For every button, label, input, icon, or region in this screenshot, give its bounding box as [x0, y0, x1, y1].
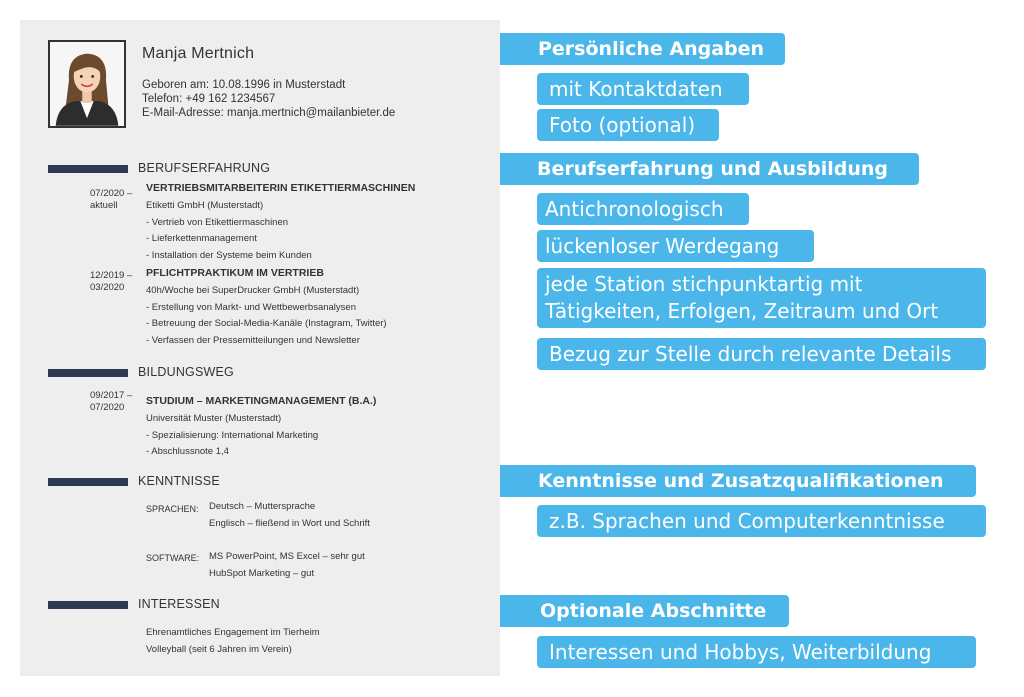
- label-bezug-stelle: Bezug zur Stelle durch relevante Details: [537, 338, 986, 370]
- label-stichpunktartig: [537, 268, 986, 328]
- label-berufserfahrung: Berufserfahrung und Ausbildung: [500, 153, 919, 185]
- label-interessen-hobbys: Interessen und Hobbys, Weiterbildung: [537, 636, 976, 668]
- date-end: 03/2020: [90, 282, 125, 293]
- interest-lines: [146, 625, 320, 658]
- entry-line: Universität Muster (Musterstadt): [146, 413, 282, 424]
- section-title-berufserfahrung: BERUFSERFAHRUNG: [138, 161, 271, 175]
- cv-name: Manja Mertnich: [142, 45, 255, 62]
- skill-lines-sprachen: [209, 499, 370, 532]
- date-start: 07/2020 –: [90, 188, 133, 199]
- section-bar-bildungsweg: [48, 369, 128, 377]
- section-bar-interessen: [48, 601, 128, 609]
- entry-line: - Installation der Systeme beim Kunden: [146, 250, 312, 262]
- interest-line: Volleyball (seit 6 Jahren im Verein): [146, 643, 292, 655]
- date-start: 12/2019 –: [90, 270, 133, 281]
- skill-label-software: SOFTWARE:: [146, 553, 200, 563]
- entry-date: [90, 188, 132, 212]
- skill-line: Englisch – fließend in Wort und Schrift: [209, 517, 370, 529]
- entry-line: - Abschlussnote 1,4: [146, 446, 229, 458]
- label-sprachen-computer: z.B. Sprachen und Computerkenntnisse: [537, 505, 986, 537]
- entry-line: - Verfassen der Pressemitteilungen und Newsletter: [146, 335, 360, 347]
- skill-label-sprachen: SPRACHEN:: [146, 504, 199, 514]
- label-foto: Foto (optional): [537, 109, 719, 141]
- skill-line: MS PowerPoint, MS Excel – sehr gut: [209, 551, 365, 562]
- label-kontaktdaten: mit Kontaktdaten: [537, 73, 749, 105]
- label-stichpunktartig-line2: Tätigkeiten, Erfolgen, Zeitraum und Ort: [545, 299, 939, 323]
- entry-lines: [146, 283, 387, 350]
- section-title-interessen: INTERESSEN: [138, 597, 220, 611]
- entry-lines: [146, 198, 312, 265]
- label-antichronologisch: Antichronologisch: [537, 193, 749, 225]
- entry-line: - Spezialisierung: International Marketing: [146, 429, 319, 441]
- date-start: 09/2017 –: [90, 390, 133, 401]
- label-werdegang: lückenloser Werdegang: [537, 230, 814, 262]
- entry-line: - Lieferkettenmanagement: [146, 233, 257, 245]
- skill-lines-software: [209, 549, 365, 582]
- portrait-photo: [48, 40, 126, 128]
- entry-line: 40h/Woche bei SuperDrucker GmbH (Musterstadt): [146, 285, 360, 296]
- entry-lines: [146, 411, 318, 461]
- entry-title: PFLICHTPRAKTIKUM IM VERTRIEB: [146, 267, 324, 279]
- cv-email: E-Mail-Adresse: manja.mertnich@mailanbieter.de: [142, 107, 396, 119]
- cv-birth: Geboren am: 10.08.1996 in Musterstadt: [142, 79, 346, 91]
- entry-line: - Erstellung von Markt- und Wettbewerbsanalysen: [146, 301, 356, 313]
- section-title-kenntnisse: KENNTNISSE: [138, 474, 220, 488]
- label-stichpunktartig-line1: jede Station stichpunktartig mit: [545, 272, 863, 296]
- label-optionale-abschnitte: Optionale Abschnitte: [500, 595, 789, 627]
- skill-line: HubSpot Marketing – gut: [209, 567, 315, 579]
- entry-title: VERTRIEBSMITARBEITERIN ETIKETTIERMASCHINEN: [146, 182, 416, 194]
- date-end: aktuell: [90, 200, 118, 211]
- entry-line: - Betreuung der Social-Media-Kanäle (Instagram, Twitter): [146, 318, 387, 330]
- cv-phone: Telefon: +49 162 1234567: [142, 93, 276, 105]
- cv-contact: [142, 78, 395, 120]
- label-persoenliche-angaben: Persönliche Angaben: [500, 33, 785, 65]
- portrait-icon: [50, 42, 124, 126]
- date-end: 07/2020: [90, 402, 125, 413]
- entry-date: [90, 390, 132, 414]
- entry-line: - Vertrieb von Etikettiermaschinen: [146, 216, 289, 228]
- entry-title: STUDIUM – MARKETINGMANAGEMENT (B.A.): [146, 395, 377, 407]
- interest-line: Ehrenamtliches Engagement im Tierheim: [146, 627, 320, 638]
- skill-line: Deutsch – Muttersprache: [209, 501, 316, 512]
- section-bar-kenntnisse: [48, 478, 128, 486]
- label-kenntnisse: Kenntnisse und Zusatzqualifikationen: [500, 465, 976, 497]
- section-title-bildungsweg: BILDUNGSWEG: [138, 365, 234, 379]
- section-bar-berufserfahrung: [48, 165, 128, 173]
- cv-sheet: [20, 20, 500, 676]
- entry-line: Etiketti GmbH (Musterstadt): [146, 200, 264, 211]
- entry-date: [90, 270, 132, 294]
